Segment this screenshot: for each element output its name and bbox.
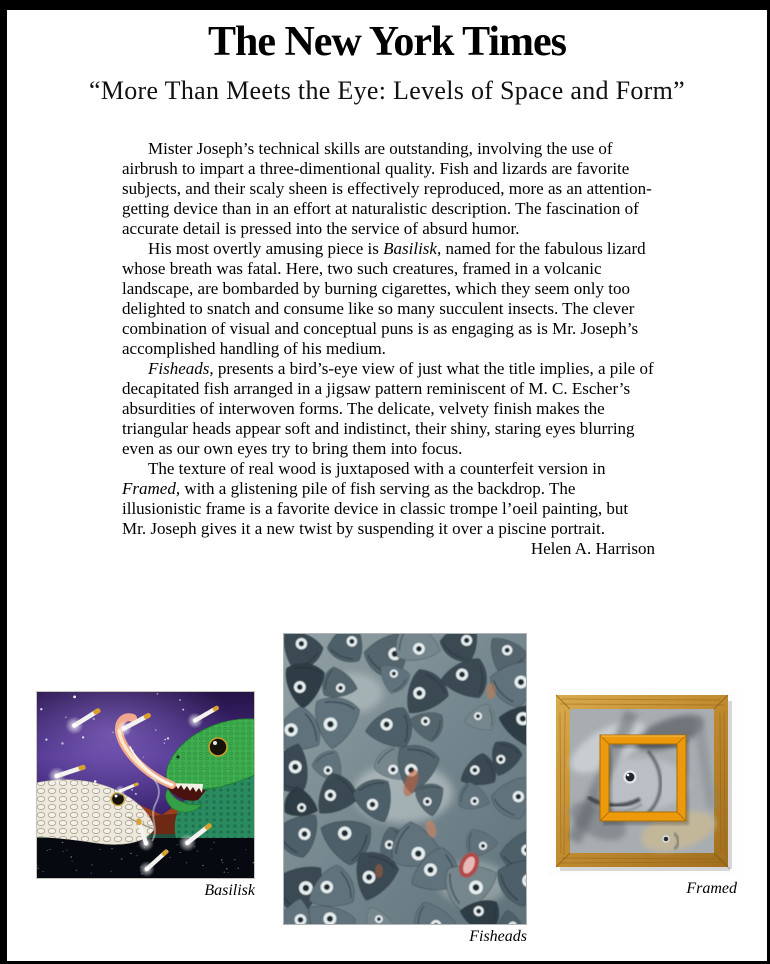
figure-caption: Framed <box>686 880 737 897</box>
figure-caption: Basilisk <box>204 882 255 899</box>
figure-fisheads <box>283 633 527 946</box>
figure-basilisk <box>36 691 255 900</box>
nyt-masthead-logo: The New York Times <box>207 19 567 65</box>
article-headline: “More Than Meets the Eye: Levels of Space and Form” <box>88 76 686 105</box>
fish-painting <box>563 708 720 859</box>
article-paragraph: Fisheads, presents a bird’s-eye view of just what the title implies, a pile of decapitated fish arranged in a jigsaw pattern reminiscent of M. C. Escher’s absurdities of interwoven forms. The delicate, velvety finish makes the triangular heads appear soft and indistinct, their shiny, staring eyes blurring even as our own eyes try to bring them into focus. <box>122 359 654 458</box>
figure-framed <box>548 689 737 898</box>
article-byline: Helen A. Harrison <box>530 539 655 558</box>
article-paragraph: His most overtly amusing piece is Basilisk, named for the fabulous lizard whose breath was fatal. Here, two such creatures, framed in a volcanic landscape, are bombarded by burning cigarettes, which they seem only too delighted to snatch and consume like so many succulent insects. The clever combination of visual and conceptual puns is as engaging as is Mr. Joseph’s accomplished handling of his medium. <box>122 239 646 358</box>
fisheads-artwork-image <box>283 633 527 925</box>
article-paragraphs <box>122 139 655 539</box>
newspaper-page <box>7 10 767 961</box>
article-paragraph: The texture of real wood is juxtaposed with a counterfeit version in Framed, with a glistening pile of fish serving as the backdrop. The illusionistic frame is a favorite device in classic trompe l’oeil painting, but Mr. Joseph gives it a new twist by suspending it over a piscine portrait. <box>122 459 629 538</box>
article-paragraph: Mister Joseph’s technical skills are outstanding, involving the use of airbrush to impart a three-dimentional quality. Fish and lizards are favorite subjects, and their scaly sheen is effectively reproduced, more as an attention-getting device than in an effort at naturalistic description. The fascination of accurate detail is pressed into the service of absurd humor. <box>122 139 652 238</box>
article-body <box>122 139 655 559</box>
basilisk-artwork-image <box>36 691 255 879</box>
framed-artwork-image <box>548 689 737 877</box>
figure-caption: Fisheads <box>469 928 527 945</box>
